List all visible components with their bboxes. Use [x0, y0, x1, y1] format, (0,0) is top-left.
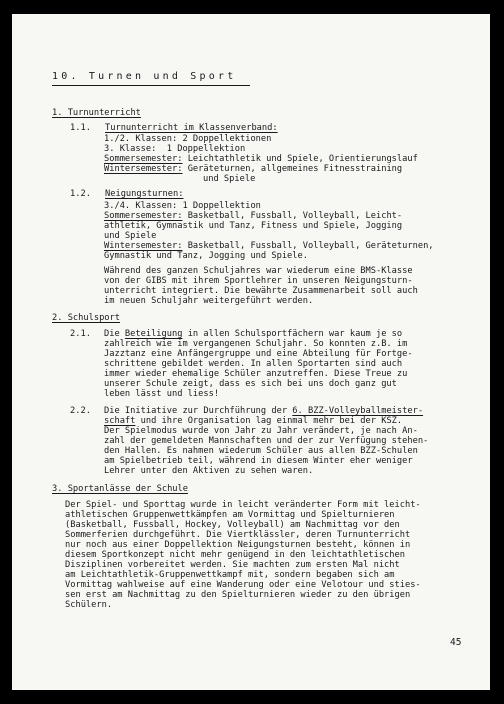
- text-line: den Hallen. Es nahmen wiederum Schüler aus allen BZZ-Schulen: [104, 446, 418, 456]
- text-line: schrittene gebildet werden. In allen Sportarten sind auch: [104, 359, 403, 369]
- text-line: unserer Schule zeigt, dass es sich bei uns doch ganz gut: [104, 379, 397, 389]
- summer-text: Leichtathletik und Spiele, Orientierungslauf: [182, 154, 418, 164]
- chapter-title: 10. Turnen und Sport: [52, 71, 237, 82]
- text-line: Disziplinen vorbereitet werden. Sie machten zum ersten Mal nicht: [65, 560, 400, 570]
- text-line: (Basketball, Fussball, Hockey, Volleyball) am Nachmittag vor den: [65, 520, 400, 530]
- text-line: [104, 241, 434, 251]
- text-line: diesem Sportkonzept nicht mehr genügend in den leichtathletischen: [65, 550, 405, 560]
- text-line: im neuen Schuljahr weitergeführt werden.: [104, 296, 314, 306]
- text-line: 3./4. Klassen: 1 Doppellektion: [104, 201, 261, 211]
- text-line: Sommerferien durchgeführt. Die Viertklässler, deren Turnunterricht: [65, 530, 411, 540]
- text-line: nur noch aus einer Doppellektion Neigungsturnen besteht, können in: [65, 540, 411, 550]
- text-line: athletik, Gymnastik und Tanz, Fitness und Spiele, Jogging: [104, 221, 403, 231]
- text-line: Während des ganzen Schuljahres war wiederum eine BMS-Klasse: [104, 266, 413, 276]
- text-run: in allen Schulsportfächern war kaum je so: [182, 329, 403, 339]
- underlined-term: 6. BZZ-Volleyballmeister-: [292, 406, 424, 416]
- winter-text: Geräteturnen, allgemeines Fitnesstraining: [182, 164, 403, 174]
- text-line: [104, 416, 402, 426]
- subsection-title-1-1: Turnunterricht im Klassenverband:: [105, 123, 278, 133]
- text-line: immer wieder ehemalige Schüler anzutreffen. Diese Treue zu: [104, 369, 408, 379]
- text-line: zahlreich wie im vergangenen Schuljahr. So konnten z.B. im: [104, 339, 408, 349]
- underlined-term: Beteiligung: [124, 329, 183, 339]
- text-line: Lehrer unter den Aktiven zu sehen waren.: [104, 466, 314, 476]
- section-heading-2: 2. Schulsport: [52, 313, 120, 323]
- subsection-number-1-2: 1.2.: [70, 189, 91, 199]
- text-line: am Leichtathletik-Gruppenwettkampf mit, sondern begaben sich am: [65, 570, 395, 580]
- underlined-term: schaft: [104, 416, 136, 426]
- text-line: am Spielbetrieb teil, während in diesem Winter eher weniger: [104, 456, 413, 466]
- text-line: Gymnastik und Tanz, Jogging und Spiele.: [104, 251, 308, 261]
- text-line: [104, 406, 423, 416]
- text-line: Schülern.: [65, 600, 113, 610]
- summer-text: Basketball, Fussball, Volleyball, Leicht-: [182, 211, 403, 221]
- paragraph-number-2-2: 2.2.: [70, 406, 91, 416]
- text-line: leben lässt und liess!: [104, 389, 220, 399]
- winter-label: Wintersemester:: [104, 241, 183, 251]
- document-page: [12, 14, 490, 690]
- text-line: und Spiele: [104, 231, 157, 241]
- text-line: unterricht integriert. Die bewährte Zusammenarbeit soll auch: [104, 286, 418, 296]
- text-line: 3. Klasse: 1 Doppellektion: [104, 144, 246, 154]
- text-run: und ihre Organisation lag einmal mehr bei der KSZ.: [135, 416, 403, 426]
- text-line: Der Spielmodus wurde von Jahr zu Jahr verändert, je nach An-: [104, 426, 418, 436]
- winter-text: Basketball, Fussball, Volleyball, Geräteturnen,: [182, 241, 434, 251]
- text-line: [104, 164, 402, 174]
- text-line: 1./2. Klassen: 2 Doppellektionen: [104, 134, 272, 144]
- text-line: zahl der gemeldeten Mannschaften und der zur Verfügung stehen-: [104, 436, 429, 446]
- text-line: Vormittag wahlweise auf eine Wanderung oder eine Velotour und sties-: [65, 580, 421, 590]
- text-run: Die: [104, 329, 125, 339]
- winter-label: Wintersemester:: [104, 164, 183, 174]
- subsection-number-1-1: 1.1.: [70, 123, 91, 133]
- text-line: Jazztanz eine Anfängergruppe und eine Abteilung für Fortge-: [104, 349, 413, 359]
- text-line: und Spiele: [203, 174, 256, 184]
- page-number: 45: [450, 637, 462, 648]
- summer-label: Sommersemester:: [104, 154, 183, 164]
- text-line: [104, 154, 418, 164]
- chapter-title-rule: [52, 85, 250, 86]
- subsection-title-1-2: Neigungsturnen:: [105, 189, 184, 199]
- section-heading-1: 1. Turnunterricht: [52, 108, 141, 118]
- text-line: athletischen Gruppenwettkämpfen am Vormittag und Spielturnieren: [65, 510, 395, 520]
- section-heading-3: 3. Sportanlässe der Schule: [52, 484, 188, 494]
- text-line: Der Spiel- und Sporttag wurde in leicht veränderter Form mit leicht-: [65, 500, 421, 510]
- text-run: Die Initiative zur Durchführung der: [104, 406, 293, 416]
- paragraph-number-2-1: 2.1.: [70, 329, 91, 339]
- text-line: [104, 329, 402, 339]
- text-line: [104, 211, 402, 221]
- text-line: sen erst am Nachmittag zu den Spielturnieren wieder zu den übrigen: [65, 590, 411, 600]
- text-line: von der GIBS mit ihrem Sportlehrer in unseren Neigungsturn-: [104, 276, 413, 286]
- summer-label: Sommersemester:: [104, 211, 183, 221]
